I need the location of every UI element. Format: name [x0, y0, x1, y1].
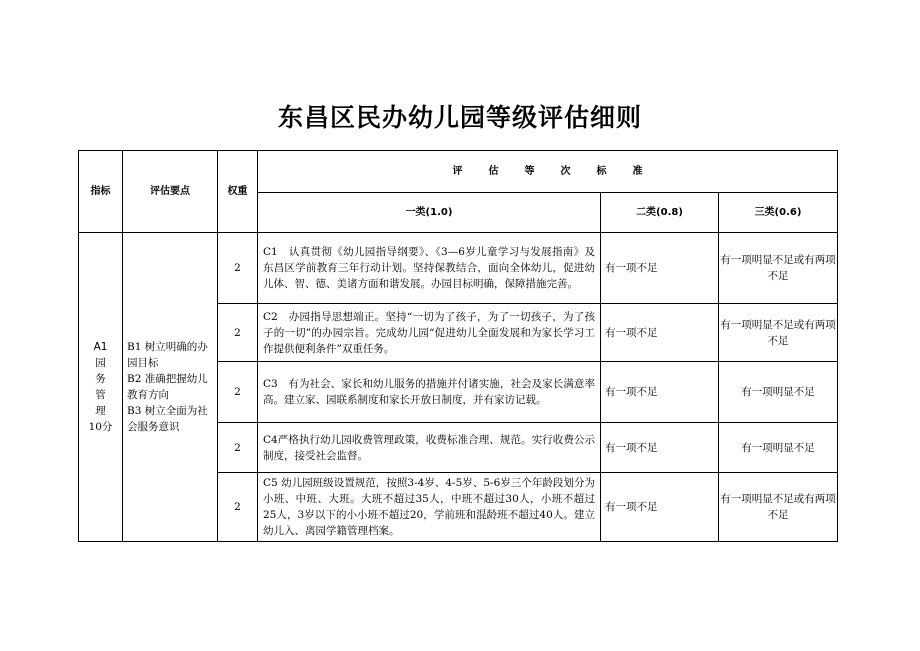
grade3-cell: 有一项明显不足: [719, 362, 838, 423]
header-indicator: 指标: [79, 151, 123, 233]
header-weight: 权重: [218, 151, 258, 233]
header-standard: 评估等次标准: [258, 151, 838, 193]
header-grade2: 二类(0.8): [601, 193, 719, 233]
weight-cell: 2: [218, 233, 258, 304]
grade2-cell: 有一项不足: [601, 304, 719, 362]
weight-cell: 2: [218, 304, 258, 362]
key-point-item: B1 树立明确的办园目标: [127, 341, 208, 369]
indicator-name-char: 管: [95, 389, 106, 401]
grade2-cell: 有一项不足: [601, 423, 719, 473]
grade1-cell: C3 有为社会、家长和幼儿服务的措施并付诸实施，社会及家长满意率高。建立家、园联系制度和家长开放日制度，并有家访记载。: [258, 362, 601, 423]
indicator-score: 10分: [88, 421, 113, 433]
grade2-cell: 有一项不足: [601, 362, 719, 423]
header-key-points: 评估要点: [123, 151, 218, 233]
table-row: [79, 233, 838, 304]
evaluation-table: [78, 150, 838, 542]
header-grade1: 一类(1.0): [258, 193, 601, 233]
key-point-item: B2 准确把握幼儿教育方向: [127, 373, 208, 401]
indicator-name-char: 理: [95, 405, 106, 417]
grade1-cell: C4严格执行幼儿园收费管理政策，收费标准合理、规范。实行收费公示制度，接受社会监督。: [258, 423, 601, 473]
indicator-name-char: 园: [95, 357, 106, 369]
weight-cell: 2: [218, 362, 258, 423]
weight-cell: 2: [218, 473, 258, 542]
indicator-cell: [79, 233, 123, 542]
header-grade3: 三类(0.6): [719, 193, 838, 233]
grade2-cell: 有一项不足: [601, 473, 719, 542]
weight-cell: 2: [218, 423, 258, 473]
page-title: 东昌区民办幼儿园等级评估细则: [277, 103, 642, 132]
grade2-cell: 有一项不足: [601, 233, 719, 304]
grade1-cell: C2 办园指导思想端正。坚持“一切为了孩子，为了一切孩子，为了孩子的一切”的办园宗旨。完成幼儿园“促进幼儿全面发展和为家长学习工作提供便利条件”双重任务。: [258, 304, 601, 362]
indicator-code: A1: [93, 341, 108, 353]
grade3-cell: 有一项明显不足或有两项不足: [719, 473, 838, 542]
grade3-cell: 有一项明显不足: [719, 423, 838, 473]
grade3-cell: 有一项明显不足或有两项不足: [719, 304, 838, 362]
grade3-cell: 有一项明显不足或有两项不足: [719, 233, 838, 304]
grade1-cell: C5 幼儿园班级设置规范，按照3-4岁、4-5岁、5-6岁三个年龄段划分为小班、中班、大班。大班不超过35人，中班不超过30人，小班不超过25人，3岁以下的小小班不超过20，学前班和混龄班不超过40人。建立幼儿入、离园学籍管理档案。: [258, 473, 601, 542]
grade1-cell: C1 认真贯彻《幼儿园指导纲要》、《3—6岁儿童学习与发展指南》及东昌区学前教育三年行动计划。坚持保教结合，面向全体幼儿，促进幼儿体、智、德、美诸方面和谐发展。办园目标明确，保障措施完善。: [258, 233, 601, 304]
indicator-name-char: 务: [95, 373, 106, 385]
key-points-cell: [123, 233, 218, 542]
key-point-item: B3 树立全面为社会服务意识: [127, 405, 208, 433]
header-row-1: [79, 151, 838, 193]
